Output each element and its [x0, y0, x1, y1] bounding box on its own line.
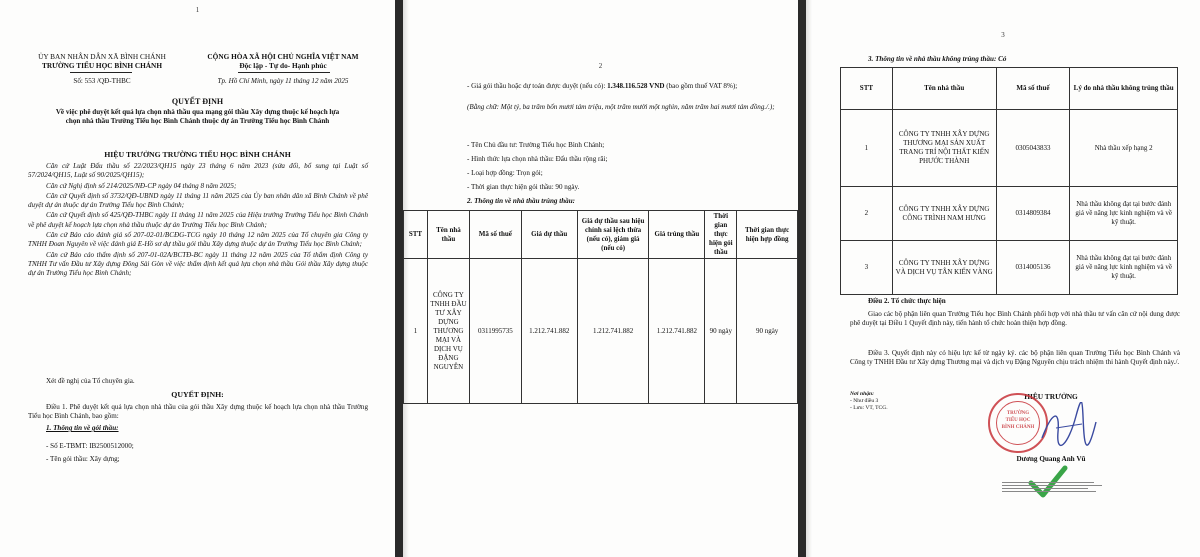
col-header: STT — [841, 68, 893, 110]
col-header: Thời gian thực hiện hợp đồng — [737, 211, 798, 259]
col-header: Lý do nhà thầu không trúng thầu — [1070, 68, 1178, 110]
issue-date: Tp. Hồ Chí Minh, ngày 11 tháng 12 năm 2025 — [217, 77, 349, 85]
page-number: 2 — [598, 62, 603, 70]
table-row — [404, 259, 798, 404]
cell-tax-code: 0314005136 — [996, 241, 1070, 295]
section-1-heading: 1. Thông tin về gói thầu: — [46, 424, 119, 432]
article-1: Điều 1. Phê duyệt kết quả lựa chọn nhà thầu của gói thầu Xây dựng thuộc kế hoạch lựa chọn nhà thầu Trường Tiểu học Bình Chánh, bao gồm: — [28, 403, 368, 421]
page-number: 1 — [195, 6, 200, 14]
recipient-item: - Như điều 3 — [850, 398, 879, 404]
cell-tax-code: 0314809384 — [996, 187, 1070, 241]
table-row — [841, 187, 1178, 241]
national-line2: Độc lập - Tự do- Hạnh phúc — [239, 61, 327, 70]
cell-bid-price: 1.212.741.882 — [521, 259, 577, 404]
document-page-1 — [0, 0, 395, 557]
issuer-header — [22, 52, 182, 70]
price-label: - Giá gói thầu hoặc dự toán được duyệt (nếu có): — [467, 82, 608, 90]
price-tail: (bao gồm thuế VAT 8%); — [664, 82, 738, 90]
national-underline — [238, 72, 330, 73]
col-header: Tên nhà thầu — [892, 68, 996, 110]
basis-item: Căn cứ Nghị định số 214/2025/NĐ-CP ngày 04 tháng 8 năm 2025; — [46, 181, 237, 190]
package-name: - Tên gói thầu: Xây dựng; — [46, 455, 120, 463]
cell-bidder: CÔNG TY TNHH ĐẦU TƯ XÂY DỰNG THƯƠNG MẠI VÀ DỊCH VỤ ĐẶNG NGUYÊN — [427, 259, 469, 404]
issuing-authority: HIỆU TRƯỞNG TRƯỜNG TIỂU HỌC BÌNH CHÁNH — [104, 150, 291, 159]
investor: - Tên Chủ đầu tư: Trường Tiểu học Bình Chánh; — [467, 141, 605, 149]
sig-info-line — [1002, 488, 1088, 489]
section-3-heading: 3. Thông tin về nhà thầu không trúng thầu: Có — [868, 55, 1007, 63]
col-header: Tên nhà thầu — [427, 211, 469, 259]
table-row — [841, 241, 1178, 295]
losing-bidders-table — [840, 67, 1178, 295]
package-price — [449, 82, 789, 91]
document-title: QUYẾT ĐỊNH — [171, 97, 224, 106]
decision-heading: QUYẾT ĐỊNH: — [171, 390, 224, 399]
cell-bidder: CÔNG TY TNHH XÂY DỰNG CÔNG TRÌNH NAM HƯNG — [892, 187, 996, 241]
legal-bases — [28, 162, 368, 280]
handwritten-signature — [1038, 402, 1098, 450]
col-header: STT — [404, 211, 428, 259]
seal-text-1: TRƯỜNG — [1006, 411, 1030, 416]
sig-info-line — [1002, 491, 1096, 492]
col-header: Giá trúng thầu — [649, 211, 705, 259]
contract-type: - Loại hợp đồng: Trọn gói; — [467, 169, 543, 177]
col-header: Mã số thuế — [469, 211, 521, 259]
document-subject: Về việc phê duyệt kết quả lựa chọn nhà thầu qua mạng gói thầu Xây dựng thuộc kế hoạch lựa chọn nhà thầu Trường Tiểu học Bình Chánh thuộc dự án Trường Tiểu học Bình Chánh — [55, 108, 340, 126]
cell-bidder: CÔNG TY TNHH XÂY DỰNG VÀ DỊCH VỤ TÂN KIẾN VÀNG — [892, 241, 996, 295]
col-header: Giá dự thầu sau hiệu chỉnh sai lệch thừa (nếu có), giảm giá (nếu có) — [577, 211, 649, 259]
recipients-title: Nơi nhận: — [850, 391, 874, 397]
section-2-heading: 2. Thông tin về nhà thầu trúng thầu: — [467, 197, 576, 205]
national-line1: CỘNG HÒA XÃ HỘI CHỦ NGHĨA VIỆT NAM — [207, 52, 359, 61]
basis-item: Căn cứ Quyết định số 425/QĐ-THBC ngày 11 tháng 11 năm 2025 của Hiệu trưởng Trường Tiểu học Bình Chánh về phê duyệt kế hoạch lựa chọn nhà thầu thuộc dự án Trường Tiểu học Bình Chánh; — [28, 211, 368, 229]
selection-form: - Hình thức lựa chọn nhà thầu: Đấu thầu rộng rãi; — [467, 155, 608, 163]
table-header-row — [404, 211, 798, 259]
cell-reason: Nhà thầu không đạt tại bước đánh giá về năng lực kinh nghiệm và về kỹ thuật. — [1070, 187, 1178, 241]
signer-name: Dương Quang Anh Vũ — [1016, 455, 1086, 463]
sig-info-line — [1002, 485, 1102, 486]
price-value: 1.348.116.528 VND — [607, 82, 665, 90]
cell-reason: Nhà thầu không đạt tại bước đánh giá về năng lực kinh nghiệm và về kỹ thuật. — [1070, 241, 1178, 295]
col-header: Giá dự thầu — [521, 211, 577, 259]
winning-bidder-table — [403, 210, 798, 404]
document-page-3 — [806, 0, 1200, 557]
col-header: Mã số thuế — [996, 68, 1070, 110]
page-shadow — [806, 0, 812, 557]
document-number: Số: 553 /QĐ-THBC — [73, 77, 131, 85]
cell-stt: 1 — [404, 259, 428, 404]
col-header: Thời gian thực hiện gói thầu — [705, 211, 737, 259]
seal-text-3: BÌNH CHÁNH — [1001, 425, 1035, 430]
signer-title: HIỆU TRƯỞNG — [1024, 392, 1078, 401]
article-2-heading: Điều 2. Tổ chức thực hiện — [868, 297, 946, 305]
basis-item: Căn cứ Báo cáo thẩm định số 207-01-02A/BCTĐ-BC ngày 11 tháng 12 năm 2025 của Tổ thẩm định Công ty TNHH Tư vấn Đầu tư Xây dựng Đông Sài Gòn về việc thẩm định kết quả lựa chọn nhà thầu Gói thầu Xây dựng thuộc dự án Trường Tiểu học Bình Chánh; — [28, 250, 368, 278]
sig-info-line — [1002, 482, 1094, 483]
cell-bidder: CÔNG TY TNHH XÂY DỰNG THƯƠNG MẠI SẢN XUẤT TRANG TRÍ NỘI THẤT KIẾN PHƯỚC THÀNH — [892, 110, 996, 187]
table-row — [841, 110, 1178, 187]
ebmt-number: - Số E-TBMT: IB2500512000; — [46, 442, 134, 450]
cell-winning-price: 1.212.741.882 — [649, 259, 705, 404]
cell-stt: 1 — [841, 110, 893, 187]
national-header — [183, 52, 383, 70]
cell-tax-code: 0311995735 — [469, 259, 521, 404]
basis-item: Căn cứ Quyết định số 3732/QĐ-UBND ngày 11 tháng 11 năm 2025 của Ủy ban nhân dân xã Bình Chánh về phê duyệt dự án thuộc dự án Trường Tiểu học Bình Chánh; — [28, 191, 368, 210]
consideration: Xét đề nghị của Tổ chuyên gia. — [46, 377, 135, 385]
issuer-underline — [70, 72, 132, 73]
recipients — [850, 391, 970, 412]
basis-item: Căn cứ Báo cáo đánh giá số 207-02-01/BCĐG-TCG ngày 10 tháng 12 năm 2025 của Tổ chuyên gia Công ty TNHH Đoan Nguyên về việc đánh giá E-Hồ sơ dự thầu gói thầu Xây dựng thuộc dự án Trường Tiểu học Bình Chánh; — [28, 231, 368, 249]
cell-adjusted-price: 1.212.741.882 — [577, 259, 649, 404]
basis-item: Căn cứ Luật Đấu thầu số 22/2023/QH15 ngày 23 tháng 6 năm 2023 (sửa đổi, bổ sung tại Luật số 57/2024/QH15, Luật số 90/2025/QH15); — [28, 162, 368, 180]
cell-tax-code: 0305043833 — [996, 110, 1070, 187]
page-number: 3 — [1001, 31, 1005, 39]
digital-signature-info — [1002, 480, 1112, 494]
article-3-text: Điều 3. Quyết định này có hiệu lực kể từ ngày ký. các bộ phận liên quan Trường Tiểu học Bình Chánh và Công ty TNHH Đầu tư Xây dựng Thương mại và dịch vụ Đặng Nguyên chịu trách nhiệm thi hành Quyết định này./. — [850, 349, 1180, 367]
cell-contract-time: 90 ngày — [737, 259, 798, 404]
price-in-words: (Bằng chữ: Một tỷ, ba trăm bốn mươi tám triệu, một trăm mười một nghìn, năm trăm hai mươi tám đồng./.); — [467, 103, 775, 111]
document-page-2 — [403, 0, 798, 557]
cell-stt: 2 — [841, 187, 893, 241]
recipient-item: - Lưu: VT, TCG. — [850, 405, 888, 411]
cell-package-time: 90 ngày — [705, 259, 737, 404]
package-duration: - Thời gian thực hiện gói thầu: 90 ngày. — [467, 183, 580, 191]
issuer-line1: ỦY BAN NHÂN DÂN XÃ BÌNH CHÁNH — [38, 52, 166, 61]
cell-reason: Nhà thầu xếp hạng 2 — [1070, 110, 1178, 187]
cell-stt: 3 — [841, 241, 893, 295]
issuer-line2: TRƯỜNG TIỂU HỌC BÌNH CHÁNH — [41, 61, 162, 70]
table-header-row — [841, 68, 1178, 110]
article-2-text: Giao các bộ phận liên quan Trường Tiểu học Bình Chánh phối hợp với nhà thầu tư vấn căn cứ nội dung được phê duyệt tại Điều 1 Quyết định này, tiến hành tổ chức hoàn thiện hợp đồng. — [850, 310, 1180, 328]
seal-text-2: TIỂU HỌC — [1005, 418, 1031, 423]
